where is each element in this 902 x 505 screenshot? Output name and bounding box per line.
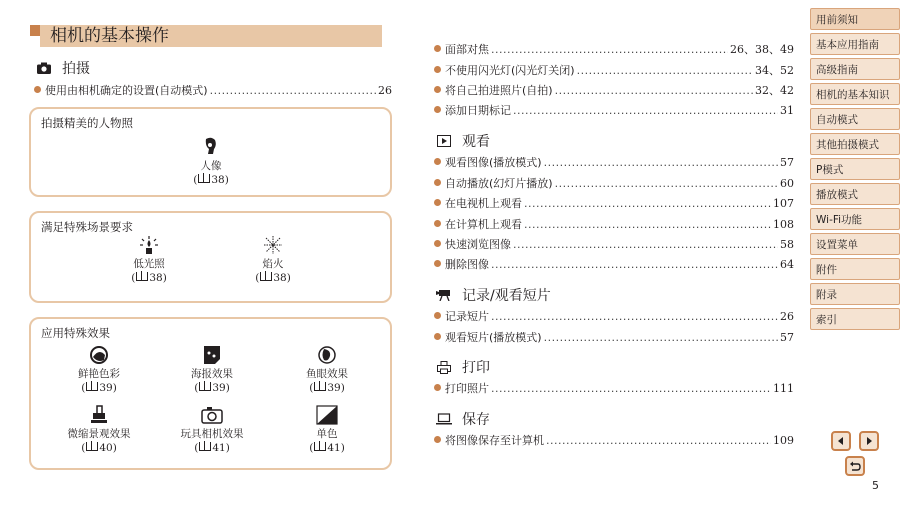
- item-label: 单色: [316, 428, 338, 440]
- prev-page-button[interactable]: [831, 431, 851, 451]
- item-super-vivid[interactable]: [49, 345, 149, 395]
- item-monochrome[interactable]: [277, 405, 377, 455]
- line-face-focus[interactable]: 面部对焦 ..... 26、38、49: [434, 41, 794, 57]
- camera-icon: [36, 61, 52, 75]
- page-title: 相机的基本操作: [50, 26, 169, 46]
- box-portrait: [29, 107, 392, 197]
- movie-icon: [436, 288, 452, 302]
- box-title: 拍摄精美的人物照: [41, 116, 133, 130]
- section-movie-heading: [436, 285, 551, 305]
- page-ref: ( 40): [81, 442, 117, 454]
- tab-before-use[interactable]: 用前须知: [810, 8, 900, 30]
- section-save-heading: [436, 409, 490, 429]
- tab-p-mode[interactable]: P模式: [810, 158, 900, 180]
- next-page-icon: [864, 436, 874, 446]
- section-view-title: 观看: [462, 134, 490, 150]
- line-label: 使用由相机确定的设置(自动模式): [45, 84, 208, 97]
- print-icon: [436, 360, 452, 374]
- toy-camera-icon: [201, 405, 223, 425]
- item-portrait[interactable]: [161, 137, 261, 187]
- super-vivid-icon: [88, 345, 110, 365]
- item-label: 焰火: [262, 258, 284, 270]
- section-print-heading: [436, 357, 490, 377]
- tab-index[interactable]: 索引: [810, 308, 900, 330]
- item-label: 玩具相机效果: [180, 428, 244, 440]
- item-low-light[interactable]: [99, 235, 199, 285]
- item-label: 鲜艳色彩: [78, 368, 120, 380]
- line-print-photos[interactable]: 打印照片 ..... 111: [434, 380, 794, 396]
- low-light-icon: [138, 235, 160, 255]
- fisheye-icon: [316, 345, 338, 365]
- box-title: 满足特殊场景要求: [41, 220, 133, 234]
- section-print-title: 打印: [462, 360, 490, 376]
- line-view-playback[interactable]: 观看图像(播放模式) ..... 57: [434, 154, 794, 170]
- page-ref: ( 38): [193, 174, 229, 186]
- page-ref: ( 41): [194, 442, 230, 454]
- item-label: 低光照: [133, 258, 165, 270]
- bullet: [34, 86, 41, 93]
- tab-accessories[interactable]: 附件: [810, 258, 900, 280]
- tab-other-shooting[interactable]: 其他拍摄模式: [810, 133, 900, 155]
- line-quick-browse[interactable]: 快速浏览图像 ..... 58: [434, 236, 794, 252]
- page-ref: ( 39): [309, 382, 345, 394]
- portrait-icon: [200, 137, 222, 157]
- tab-playback-mode[interactable]: 播放模式: [810, 183, 900, 205]
- monochrome-icon: [316, 405, 338, 425]
- section-movie-title: 记录/观看短片: [462, 288, 551, 304]
- back-button[interactable]: [845, 456, 865, 476]
- box-title: 应用特殊效果: [41, 326, 110, 340]
- page-ref: ( 38): [131, 272, 167, 284]
- tab-appendix[interactable]: 附录: [810, 283, 900, 305]
- tab-basic-guide[interactable]: 基本应用指南: [810, 33, 900, 55]
- tab-setup-menu[interactable]: 设置菜单: [810, 233, 900, 255]
- line-no-flash[interactable]: 不使用闪光灯(闪光灯关闭) ..... 34、52: [434, 62, 794, 78]
- section-save-title: 保存: [462, 412, 490, 428]
- line-slideshow[interactable]: 自动播放(幻灯片播放) ..... 60: [434, 175, 794, 191]
- item-poster-effect[interactable]: [162, 345, 262, 395]
- tab-auto-mode[interactable]: 自动模式: [810, 108, 900, 130]
- section-view-heading: [436, 131, 490, 151]
- item-label: 鱼眼效果: [306, 368, 348, 380]
- item-miniature[interactable]: [49, 405, 149, 455]
- back-icon: [849, 461, 861, 471]
- line-self-timer[interactable]: 将自己拍进照片(自拍) ..... 32、42: [434, 82, 794, 98]
- prev-page-icon: [836, 436, 846, 446]
- page-ref: ( 39): [194, 382, 230, 394]
- line-date-stamp[interactable]: 添加日期标记 ..... 31: [434, 102, 794, 118]
- miniature-icon: [88, 405, 110, 425]
- line-delete[interactable]: 删除图像 ..... 64: [434, 256, 794, 272]
- page-ref: ( 38): [255, 272, 291, 284]
- page-ref: ( 41): [309, 442, 345, 454]
- section-shoot-title: 拍摄: [62, 61, 90, 77]
- tab-advanced-guide[interactable]: 高级指南: [810, 58, 900, 80]
- box-special-scenes: [29, 211, 392, 303]
- item-fisheye[interactable]: [277, 345, 377, 395]
- box-special-effects: [29, 317, 392, 470]
- line-view-movie[interactable]: 观看短片(播放模式) ..... 57: [434, 329, 794, 345]
- line-record-movie[interactable]: 记录短片 ..... 26: [434, 308, 794, 324]
- poster-effect-icon: [201, 345, 223, 365]
- fireworks-icon: [262, 235, 284, 255]
- item-toy-camera[interactable]: [162, 405, 262, 455]
- page-number: 5: [872, 479, 879, 492]
- page-title-bar: [30, 25, 382, 47]
- line-save-computer[interactable]: 将图像保存至计算机 ..... 109: [434, 432, 794, 448]
- tab-wifi[interactable]: Wi-Fi功能: [810, 208, 900, 230]
- item-label: 微缩景观效果: [67, 428, 131, 440]
- next-page-button[interactable]: [859, 431, 879, 451]
- line-computer[interactable]: 在计算机上观看 ..... 108: [434, 216, 794, 232]
- shoot-line-auto[interactable]: [34, 82, 392, 98]
- tab-camera-basics[interactable]: 相机的基本知识: [810, 83, 900, 105]
- section-shoot-heading: [36, 58, 90, 78]
- item-label: 海报效果: [191, 368, 233, 380]
- page-ref: ( 39): [81, 382, 117, 394]
- line-tv[interactable]: 在电视机上观看 ..... 107: [434, 195, 794, 211]
- playback-icon: [436, 134, 452, 148]
- item-label: 人像: [200, 160, 222, 172]
- laptop-icon: [436, 412, 452, 426]
- item-fireworks[interactable]: [223, 235, 323, 285]
- line-page: 26: [378, 84, 392, 97]
